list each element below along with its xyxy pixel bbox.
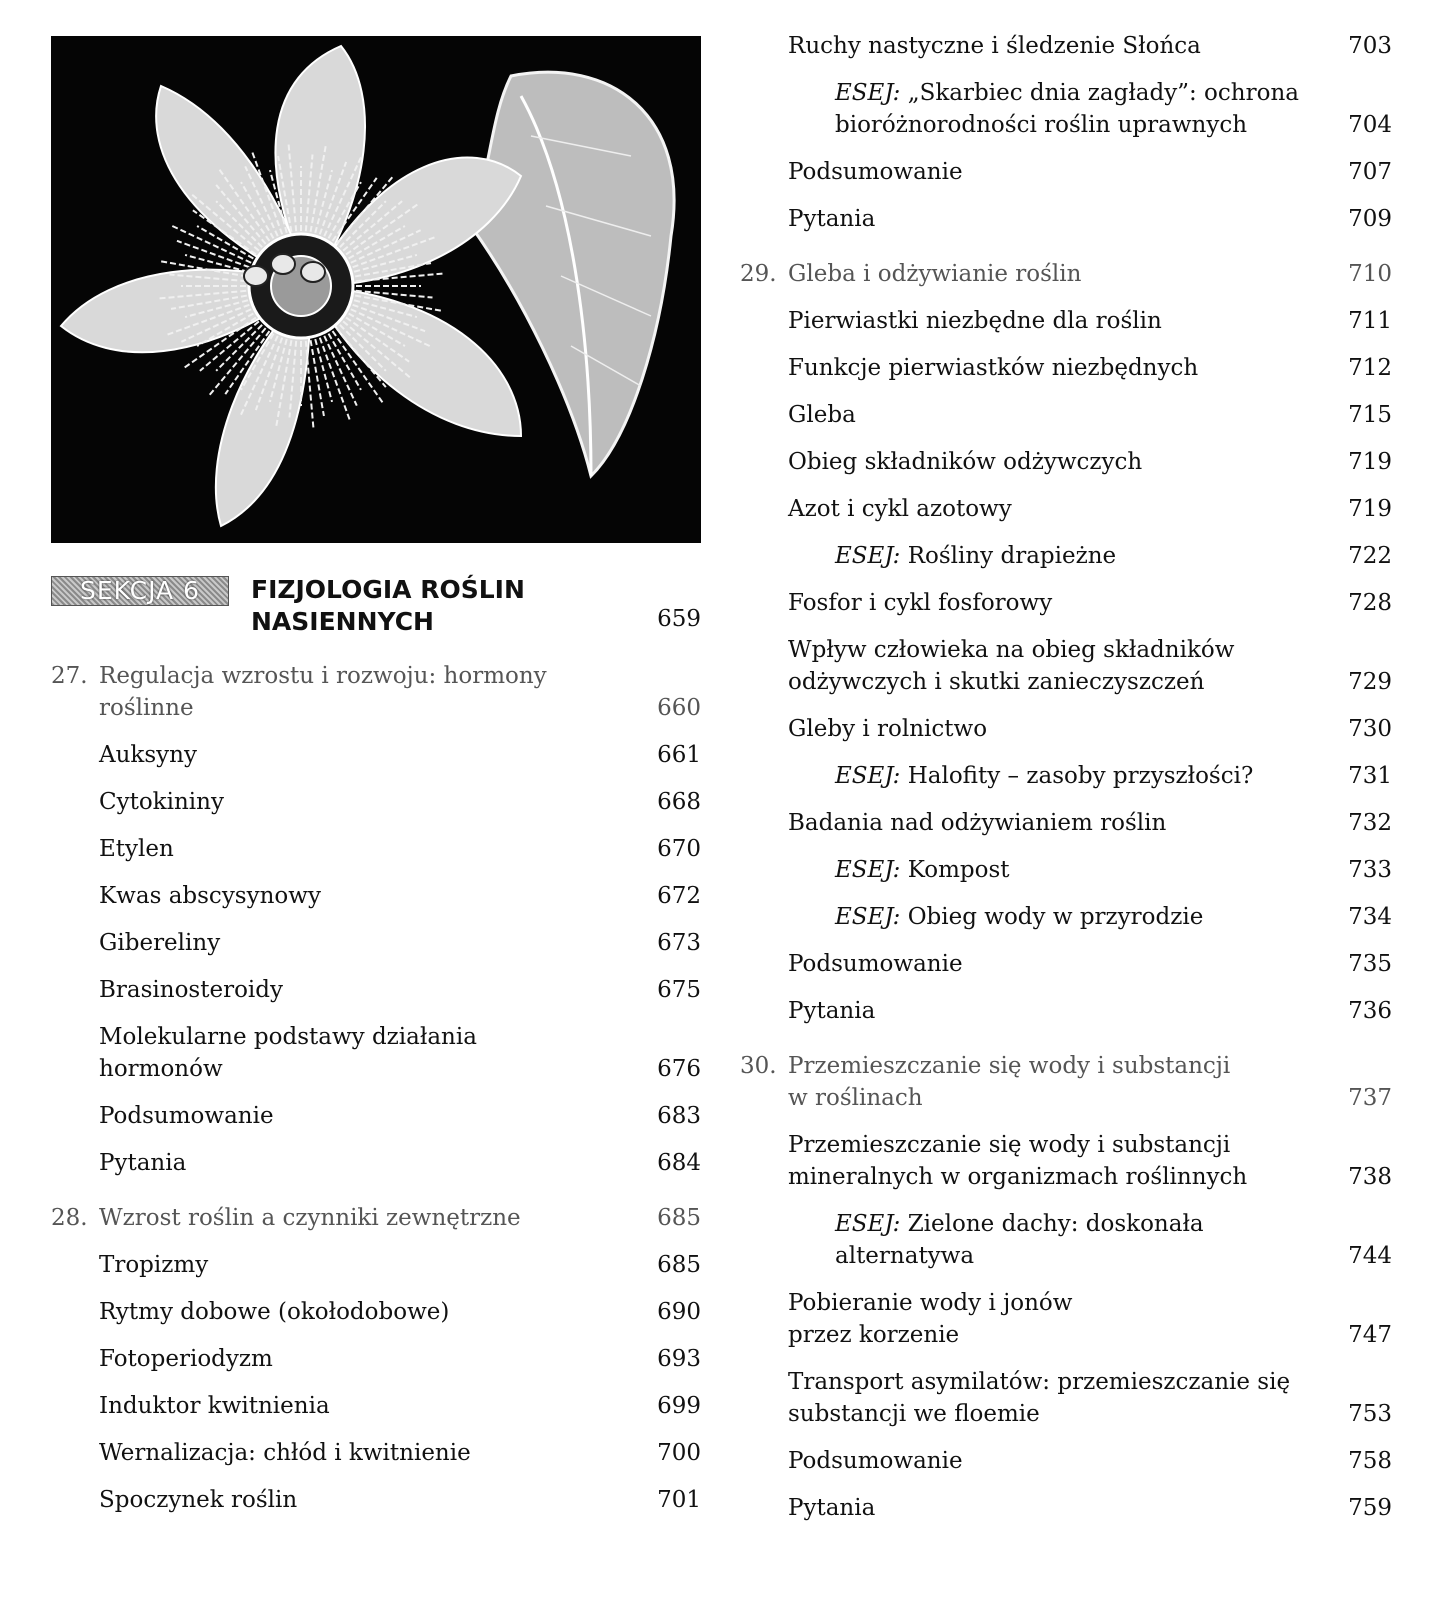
toc-essay-entry[interactable] xyxy=(740,760,1392,792)
toc-chapter-entry[interactable] xyxy=(740,1050,1392,1114)
toc-entry[interactable] xyxy=(740,1366,1392,1430)
entry-page-number: 661 xyxy=(657,742,701,768)
entry-page-number: 734 xyxy=(1348,904,1392,930)
entry-page-number: 704 xyxy=(1348,112,1392,138)
entry-page-number: 729 xyxy=(1348,669,1392,695)
entry-title: Gleby i rolnictwo xyxy=(788,716,988,742)
toc-entry[interactable] xyxy=(740,1492,1392,1524)
toc-chapter-entry[interactable] xyxy=(51,660,701,724)
toc-entry[interactable] xyxy=(51,1296,701,1328)
toc-entry[interactable] xyxy=(740,995,1392,1027)
toc-entry[interactable] xyxy=(740,399,1392,431)
toc-essay-entry[interactable] xyxy=(740,540,1392,572)
entry-page-number: 730 xyxy=(1348,716,1392,742)
entry-title: Etylen xyxy=(99,836,174,862)
entry-page-number: 715 xyxy=(1348,402,1392,428)
entry-page-number: 660 xyxy=(657,695,701,721)
section-title: FIZJOLOGIA ROŚLIN NASIENNYCH xyxy=(251,575,525,636)
entry-title: Przemieszczanie się wody i substancji mineralnych w organizmach roślinnych xyxy=(788,1132,1248,1190)
entry-page-number: 672 xyxy=(657,883,701,909)
entry-title: Pytania xyxy=(788,206,876,232)
toc-entry[interactable] xyxy=(51,880,701,912)
passion-flower-photo xyxy=(51,36,701,543)
entry-page-number: 732 xyxy=(1348,810,1392,836)
flower-illustration xyxy=(51,36,701,543)
toc-entry[interactable] xyxy=(51,786,701,818)
toc-entry[interactable] xyxy=(51,739,701,771)
toc-entry[interactable] xyxy=(740,1287,1392,1351)
toc-entry[interactable] xyxy=(51,1147,701,1179)
toc-entry[interactable] xyxy=(740,446,1392,478)
entry-page-number: 684 xyxy=(657,1150,701,1176)
toc-entry[interactable] xyxy=(740,713,1392,745)
entry-title: Halofity – zasoby przyszłości? xyxy=(907,763,1254,789)
entry-title: Podsumowanie xyxy=(99,1103,274,1129)
essay-tag: ESEJ: xyxy=(835,904,901,930)
toc-right-column xyxy=(740,30,1392,1524)
entry-page-number: 731 xyxy=(1348,763,1392,789)
toc-entry[interactable] xyxy=(740,807,1392,839)
entry-title: Cytokininy xyxy=(99,789,224,815)
chapter-number: 27. xyxy=(51,663,88,689)
entry-page-number: 712 xyxy=(1348,355,1392,381)
toc-entry[interactable] xyxy=(740,948,1392,980)
toc-entry[interactable] xyxy=(51,1249,701,1281)
toc-entry[interactable] xyxy=(51,974,701,1006)
entry-title: Auksyny xyxy=(99,742,197,768)
section-header xyxy=(51,576,701,642)
essay-tag: ESEJ: xyxy=(835,857,901,883)
entry-page-number: 700 xyxy=(657,1440,701,1466)
entry-page-number: 758 xyxy=(1348,1448,1392,1474)
toc-entry[interactable] xyxy=(740,156,1392,188)
entry-page-number: 733 xyxy=(1348,857,1392,883)
entry-page-number: 719 xyxy=(1348,496,1392,522)
entry-title: Pobieranie wody i jonów przez korzenie xyxy=(788,1290,1073,1348)
entry-title: Obieg składników odżywczych xyxy=(788,449,1143,475)
toc-entry[interactable] xyxy=(51,927,701,959)
toc-entry[interactable] xyxy=(51,1437,701,1469)
entry-title: Regulacja wzrostu i rozwoju: hormony roślinne xyxy=(99,663,547,721)
section-page-number: 659 xyxy=(657,606,701,632)
entry-page-number: 685 xyxy=(657,1252,701,1278)
toc-essay-entry[interactable] xyxy=(740,901,1392,933)
entry-title: Ruchy nastyczne i śledzenie Słońca xyxy=(788,33,1201,59)
toc-entry[interactable] xyxy=(740,352,1392,384)
toc-left-column xyxy=(51,660,701,1516)
entry-title: Azot i cykl azotowy xyxy=(788,496,1012,522)
entry-title: Obieg wody w przyrodzie xyxy=(907,904,1204,930)
entry-page-number: 701 xyxy=(657,1487,701,1513)
entry-page-number: 753 xyxy=(1348,1401,1392,1427)
entry-page-number: 683 xyxy=(657,1103,701,1129)
entry-title: Fotoperiodyzm xyxy=(99,1346,273,1372)
entry-title: Wernalizacja: chłód i kwitnienie xyxy=(99,1440,471,1466)
entry-title: Molekularne podstawy działania hormonów xyxy=(99,1024,477,1082)
entry-title: Induktor kwitnienia xyxy=(99,1393,330,1419)
entry-title: Pytania xyxy=(788,998,876,1024)
entry-page-number: 676 xyxy=(657,1056,701,1082)
entry-title: Pytania xyxy=(99,1150,187,1176)
entry-title: Rytmy dobowe (okołodobowe) xyxy=(99,1299,450,1325)
entry-page-number: 707 xyxy=(1348,159,1392,185)
entry-page-number: 728 xyxy=(1348,590,1392,616)
toc-entry[interactable] xyxy=(740,1445,1392,1477)
entry-title: Gleba i odżywianie roślin xyxy=(788,261,1082,287)
entry-page-number: 710 xyxy=(1348,261,1392,287)
entry-title: Transport asymilatów: przemieszczanie się substancji we floemie xyxy=(788,1369,1291,1427)
entry-page-number: 735 xyxy=(1348,951,1392,977)
entry-title: Funkcje pierwiastków niezbędnych xyxy=(788,355,1199,381)
entry-page-number: 668 xyxy=(657,789,701,815)
entry-page-number: 759 xyxy=(1348,1495,1392,1521)
entry-page-number: 675 xyxy=(657,977,701,1003)
entry-page-number: 719 xyxy=(1348,449,1392,475)
entry-page-number: 703 xyxy=(1348,33,1392,59)
toc-entry[interactable] xyxy=(740,305,1392,337)
toc-entry[interactable] xyxy=(740,1129,1392,1193)
chapter-number: 28. xyxy=(51,1205,88,1231)
essay-tag: ESEJ: xyxy=(835,1211,901,1237)
entry-page-number: 722 xyxy=(1348,543,1392,569)
entry-title: Gleba xyxy=(788,402,856,428)
entry-title: Pierwiastki niezbędne dla roślin xyxy=(788,308,1162,334)
entry-title: Podsumowanie xyxy=(788,159,963,185)
entry-title: Spoczynek roślin xyxy=(99,1487,298,1513)
entry-title: Wzrost roślin a czynniki zewnętrzne xyxy=(99,1205,521,1231)
entry-title: Zielone dachy: doskonała alternatywa xyxy=(835,1211,1204,1269)
entry-title: Fosfor i cykl fosforowy xyxy=(788,590,1053,616)
chapter-number: 29. xyxy=(740,261,777,287)
entry-page-number: 673 xyxy=(657,930,701,956)
entry-page-number: 685 xyxy=(657,1205,701,1231)
toc-essay-entry[interactable] xyxy=(740,1208,1392,1272)
entry-page-number: 693 xyxy=(657,1346,701,1372)
entry-page-number: 747 xyxy=(1348,1322,1392,1348)
essay-tag: ESEJ: xyxy=(835,80,901,106)
toc-entry[interactable] xyxy=(51,1100,701,1132)
entry-page-number: 711 xyxy=(1348,308,1392,334)
toc-essay-entry[interactable] xyxy=(740,854,1392,886)
entry-page-number: 690 xyxy=(657,1299,701,1325)
entry-page-number: 699 xyxy=(657,1393,701,1419)
toc-entry[interactable] xyxy=(51,1021,701,1085)
entry-title: Badania nad odżywianiem roślin xyxy=(788,810,1167,836)
entry-title: „Skarbiec dnia zagłady”: ochrona bioróżnorodności roślin uprawnych xyxy=(835,80,1299,138)
entry-title: Podsumowanie xyxy=(788,1448,963,1474)
section-badge: SEKCJA 6 xyxy=(51,576,229,606)
entry-title: Pytania xyxy=(788,1495,876,1521)
toc-entry[interactable] xyxy=(740,587,1392,619)
entry-title: Kompost xyxy=(907,857,1010,883)
entry-page-number: 709 xyxy=(1348,206,1392,232)
toc-chapter-entry[interactable] xyxy=(51,1202,701,1234)
entry-title: Podsumowanie xyxy=(788,951,963,977)
toc-entry[interactable] xyxy=(51,1343,701,1375)
essay-tag: ESEJ: xyxy=(835,543,901,569)
entry-page-number: 670 xyxy=(657,836,701,862)
entry-title: Kwas abscysynowy xyxy=(99,883,321,909)
entry-title: Rośliny drapieżne xyxy=(907,543,1117,569)
toc-entry[interactable] xyxy=(51,1390,701,1422)
entry-page-number: 736 xyxy=(1348,998,1392,1024)
entry-title: Wpływ człowieka na obieg składników odżywczych i skutki zanieczyszczeń xyxy=(788,637,1235,695)
entry-page-number: 738 xyxy=(1348,1164,1392,1190)
toc-essay-entry[interactable] xyxy=(740,77,1392,141)
toc-entry[interactable] xyxy=(740,203,1392,235)
essay-tag: ESEJ: xyxy=(835,763,901,789)
entry-page-number: 744 xyxy=(1348,1243,1392,1269)
toc-chapter-entry[interactable] xyxy=(740,258,1392,290)
entry-page-number: 737 xyxy=(1348,1085,1392,1111)
toc-entry[interactable] xyxy=(51,1484,701,1516)
toc-entry[interactable] xyxy=(740,30,1392,62)
toc-entry[interactable] xyxy=(51,833,701,865)
entry-title: Gibereliny xyxy=(99,930,221,956)
entry-title: Tropizmy xyxy=(99,1252,209,1278)
entry-title: Przemieszczanie się wody i substancji w roślinach xyxy=(788,1053,1231,1111)
entry-title: Brasinosteroidy xyxy=(99,977,283,1003)
chapter-number: 30. xyxy=(740,1053,777,1079)
toc-entry[interactable] xyxy=(740,493,1392,525)
toc-entry[interactable] xyxy=(740,634,1392,698)
